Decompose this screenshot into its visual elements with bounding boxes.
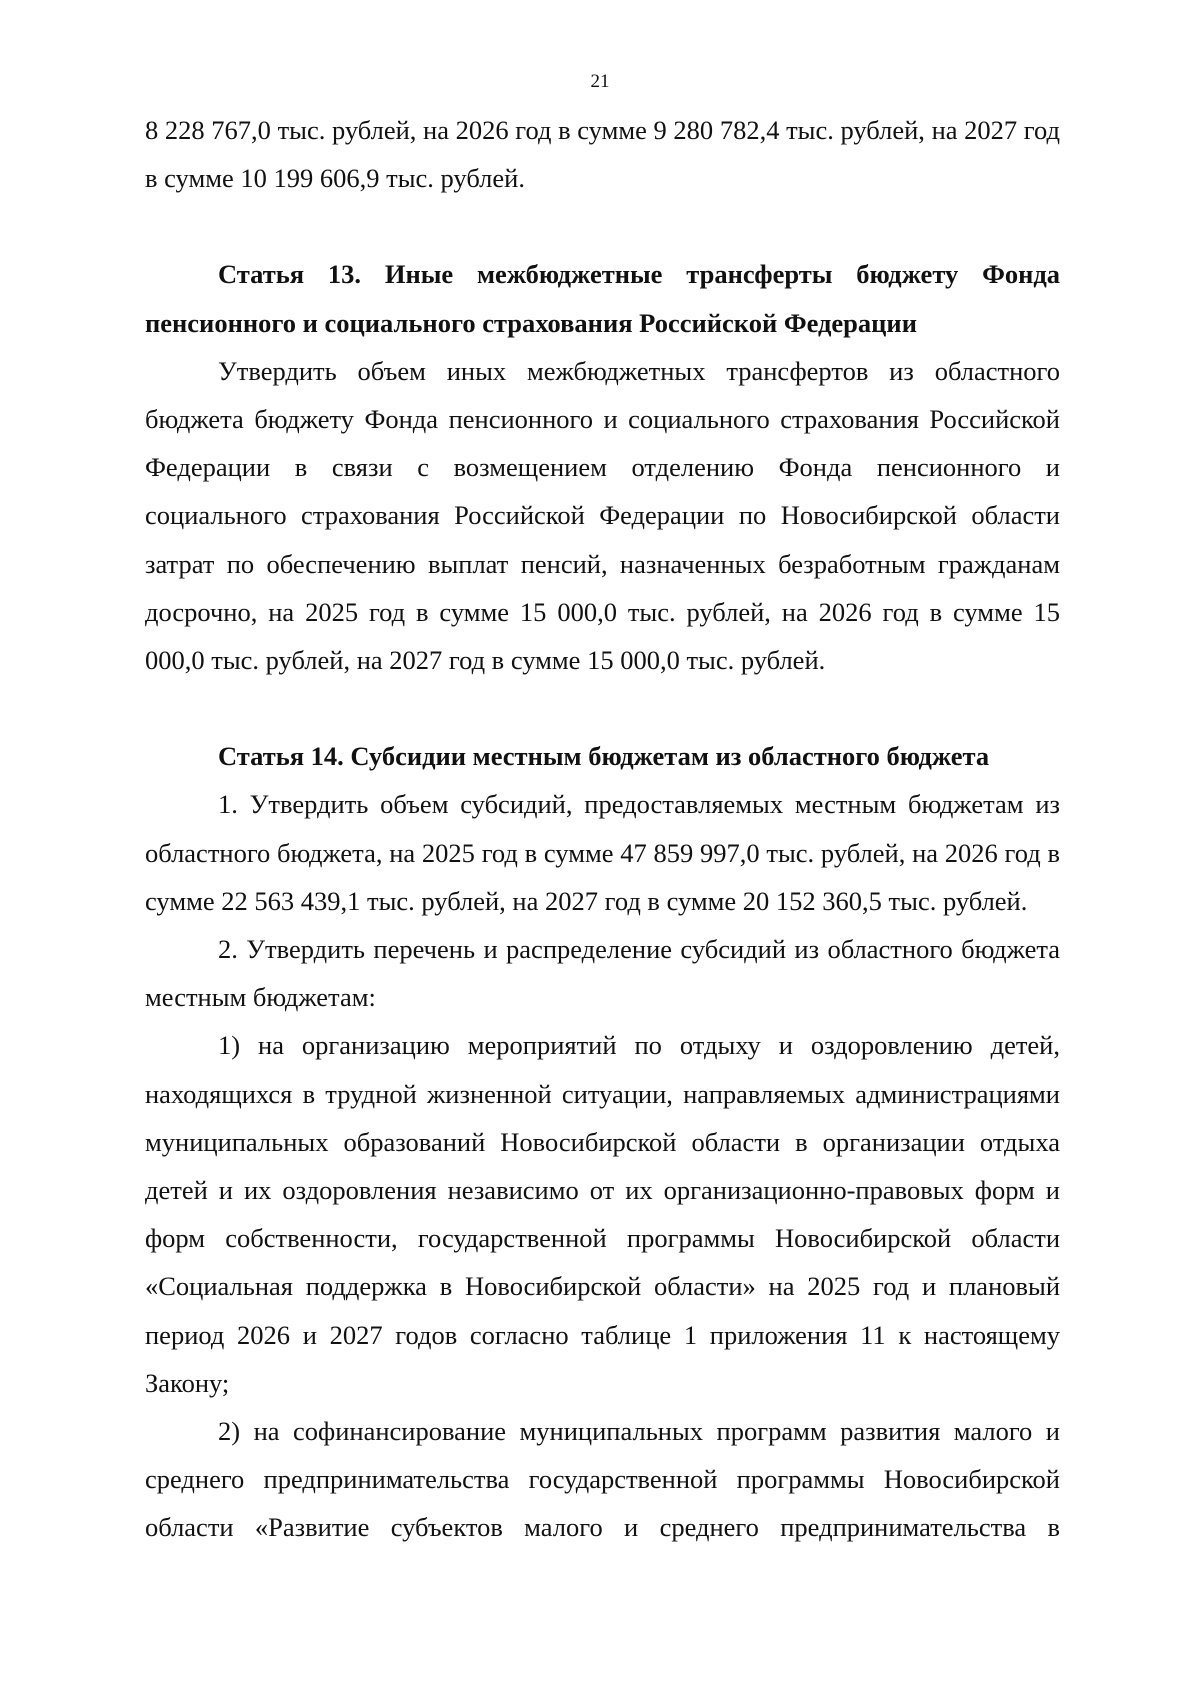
article-14-list-item-2: 2) на софинансирование муниципальных программ развития малого и среднего предпринимательства государственной программы Новосибирской области «Развитие субъектов малого и среднего предпринимательства в [145, 1416, 1060, 1543]
article-13-heading: Статья 13. Иные межбюджетные трансферты бюджету Фонда пенсионного и социального страхования Российской Федерации [145, 259, 1060, 338]
page-number: 21 [590, 71, 610, 92]
document-body [145, 106, 1060, 1552]
spacer [145, 684, 1060, 732]
article-14-heading: Статья 14. Субсидии местным бюджетам из областного бюджета [218, 741, 990, 772]
article-13-text: Утвердить объем иных межбюджетных трансфертов из областного бюджета бюджету Фонда пенсионного и социального страхования Российской Федерации в связи с возмещением отделению Фонда пенсионного и социального страхования Российской Федерации по Новосибирской области затрат по обеспечению выплат пенсий, назначенных безработным гражданам досрочно, на 2025 год в сумме 15 000,0 тыс. рублей, на 2026 год в сумме 15 000,0 тыс. рублей, на 2027 год в сумме 15 000,0 тыс. рублей. [145, 355, 1060, 676]
article-14-list-item-1: 1) на организацию мероприятий по отдыху и оздоровлению детей, находящихся в трудной жизненной ситуации, направляемых администрациями муниципальных образований Новосибирской области в организации отдыха детей и их оздоровления независимо от их организационно-правовых форм и форм собственности, государственной программы Новосибирской области «Социальная поддержка в Новосибирской области» на 2025 год и плановый период 2026 и 2027 годов согласно таблице 1 приложения 11 к настоящему Закону; [145, 1030, 1060, 1398]
spacer [145, 202, 1060, 250]
article-14-paragraph-1: 1. Утвердить объем субсидий, предоставляемых местным бюджетам из областного бюджета, на 2025 год в сумме 47 859 997,0 тыс. рублей, на 2026 год в сумме 22 563 439,1 тыс. рублей, на 2027 год в сумме 20 152 360,5 тыс. рублей. [145, 789, 1060, 916]
article-14-paragraph-2: 2. Утвердить перечень и распределение субсидий из областного бюджета местным бюджетам: [145, 934, 1060, 1013]
paragraph-continued-amounts: 8 228 767,0 тыс. рублей, на 2026 год в сумме 9 280 782,4 тыс. рублей, на 2027 год в сумме 10 199 606,9 тыс. рублей. [145, 115, 1060, 194]
